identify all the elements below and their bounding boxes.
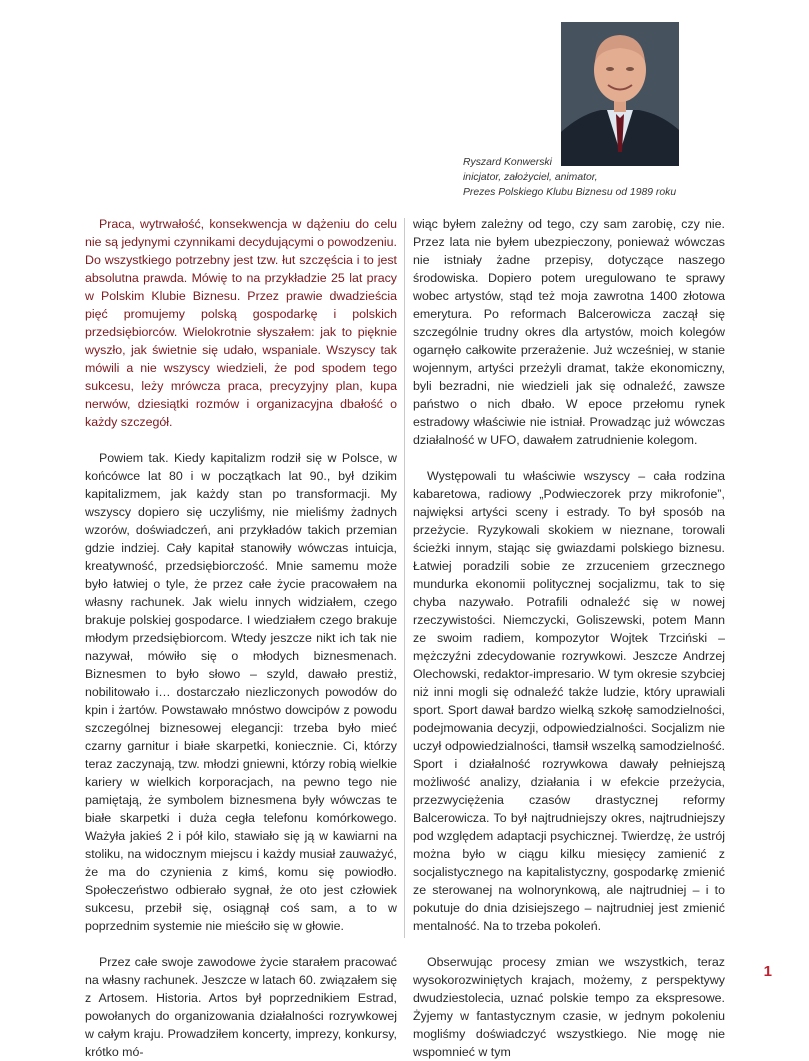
intro-quote-paragraph: Praca, wytrwałość, konsekwencja w dążeniu do celu nie są jedynymi czynnikami decydującymi o powodzeniu. Do wszystkiego potrzebny jest tzw. łut szczęścia i to jest absolutna prawda. Mówię to na przykładzie 25 lat pracy w Polskim Klubie Biznesu. Przez prawie dwadzieścia pięć promujemy polską gospodarkę i polskich przedsiębiorców. Wielokrotnie słyszałem: jak to pięknie wyszło, jak świetnie się udało, wspaniale. Wszyscy tak mówili a nie wszyscy wiedzieli, że pod spodem tego sukcesu, leży mrówcza praca, precyzyjny plan, kupa nerwów, dziesiątki rozmów i organizacyjna dbałość o każdy szczegół. bbox=[85, 217, 397, 429]
caption-name: Ryszard Konwerski bbox=[463, 157, 552, 168]
body-paragraph: Przez całe swoje zawodowe życie starałem pracować na własny rachunek. Jeszcze w latach 60. związałem się z Artosem. Historia. Artos był poprzednikiem Estrad, powołanych do organizowania działalności rozrywkowej w całym kraju. Prowadziłem koncerty, imprezy, konkursy, krótko mó- bbox=[85, 955, 397, 1059]
portrait-photo bbox=[561, 22, 679, 166]
body-paragraph: Obserwując procesy zmian we wszystkich, teraz wysokorozwiniętych krajach, możemy, z perspektywy dwudziestolecia, uznać polskie tempo za ekspresowe. Żyjemy w fantastycznym czasie, w jednym pokoleniu mogliśmy doświadczyć wszystkiego. Nie mogę nie wspomnieć w tym bbox=[413, 955, 725, 1059]
body-paragraph: wiąc byłem zależny od tego, czy sam zarobię, czy nie. Przez lata nie byłem ubezpieczony, ponieważ wówczas nie istniały żadne przepisy, dotyczące naszego środowiska. Dopiero potem uregulowano te sprawy wobec artystów, stąd też moja zawrotna 1400 złotowa emerytura. Po reformach Balcerowicza zaczął się szczególnie trudny okres dla artystów, moich kolegów ogarnęło całkowite przerażenie. Już wcześniej, w stanie wojennym, artyści przeżyli dramat, także ekonomiczny, byli bezradni, nie wiedzieli jak się odnaleźć, zawsze państwo o nich dbało. W epoce przełomu rynek estradowy właściwie nie istniał. Prowadząc już wówczas działalność w UFO, dawałem zatrudnienie kolegom. bbox=[413, 217, 725, 447]
right-text-column bbox=[413, 215, 725, 1061]
photo-caption bbox=[463, 155, 743, 200]
left-text-column bbox=[85, 215, 397, 1061]
body-paragraph: Powiem tak. Kiedy kapitalizm rodził się w Polsce, w końcówce lat 80 i w początkach lat 90., był dzikim kapitalizmem, jak każdy stan po transformacji. My wszyscy dopiero się uczyliśmy, nie mieliśmy żadnych wzorów, doświadczeń, ani przykładów takich przemian gdzie indziej. Cały kapitał stanowiły wówczas intuicja, kreatywność, przedsiębiorczość. Mnie samemu może było łatwiej o tyle, że przez całe życie pracowałem na własny rachunek. Jak wielu innych widziałem, czego brakuje polskiej gospodarce. I wiedziałem czego brakuje młodym przedsiębiorcom. Wtedy jeszcze nikt ich tak nie nazywał, mówiło się o młodych biznesmenach. Biznesmen to było słowo – szyld, dawało prestiż, nobilitowało i… dostarczało niezliczonych powodów do kpin i żartów. Powstawało mnóstwo dowcipów z powodu szczególnej biznesowej elegancji: trzeba było mieć czarny garnitur i białe skarpetki, koniecznie. Ci, którzy teraz zaczynają, tzw. młodzi gniewni, którzy robią wielkie kariery w wielkich korporacjach, na pewno tego nie pamiętają, że symbolem biznesmena były wówczas te białe skarpetki i duża cegła telefonu komórkowego. Ważyła jakieś 2 i pół kilo, stawiało się ją w kawiarni na stoliku, na widocznym miejscu i każdy musiał zauważyć, że ma do czynienia z kimś, komu się powiodło. Społeczeństwo odbierało sygnał, że oto jest człowiek sukcesu, przebił się, osiągnął coś sam, a to w poprzednim systemie nie mieściło się w głowie. bbox=[85, 451, 397, 933]
caption-title: Prezes Polskiego Klubu Biznesu od 1989 roku bbox=[463, 187, 677, 198]
portrait-illustration bbox=[561, 22, 679, 166]
body-paragraph: Występowali tu właściwie wszyscy – cała rodzina kabaretowa, radiowy „Podwieczorek przy mikrofonie”, najwięksi artyści sceny i estrady. To był sposób na przeżycie. Ryzykowali skokiem w nieznane, torowali ścieżki innym, stając się gwiazdami polskiego biznesu. Łatwiej poradzili sobie ze zrzuceniem grzecznego mundurka ekonomii politycznej socjalizmu, tak to się chyba nazywało. Potrafili odnaleźć się w nowej rzeczywistości. Niemczycki, Goliszewski, potem Mann ze swoim radiem, kompozytor Wojtek Trzciński – mężczyźni zdecydowanie rozrywkowi. Jeszcze Andrzej Olechowski, redaktor-impresario. W tym okresie szybciej niż inni mogli się odnaleźć także ludzie, który uprawiali sport. Sport dawał bardzo wielką szkołę samodzielności, podejmowania decyzji, odpowiedzialności. Socjalizm nie uczył odpowiedzialności, tłamsił wszelką samodzielność. Sport i działalność rozrywkowa dawały pełniejszą możliwość analizy, działania i w efekcie przeżycia, przezwyciężenia czasów drastycznej reformy Balcerowicza. To był najtrudniejszy okres, najtrudniejszy pod względem adaptacji psychicznej. Twierdzę, że ustrój można było w ciągu kilku miesięcy zamienić z socjalistycznego na kapitalistyczny, gospodarkę zmienić ze sterowanej na wolnorynkową, ale najtrudniej – i to pokutuje do dnia dzisiejszego – najtrudniej jest zmienić mentalność. Na to trzeba pokoleń. bbox=[413, 469, 725, 933]
caption-role: inicjator, założyciel, animator, bbox=[463, 172, 598, 183]
column-divider bbox=[404, 218, 405, 938]
page-number: 1 bbox=[763, 963, 772, 980]
